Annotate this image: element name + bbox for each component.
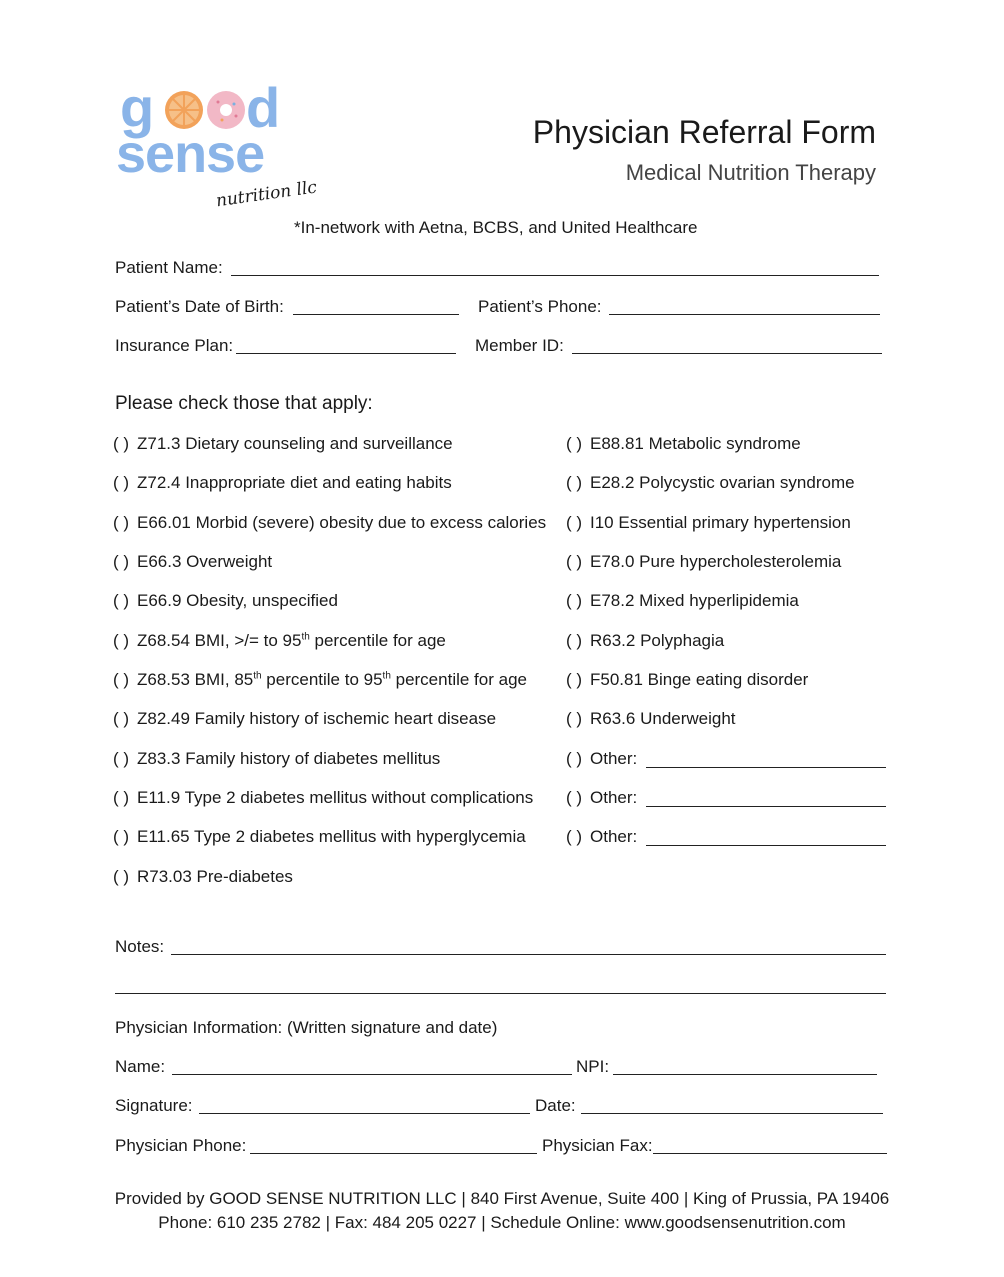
checkbox-box[interactable]: ( )	[113, 749, 130, 768]
logo-graphic	[112, 72, 332, 212]
footer-line1: Provided by GOOD SENSE NUTRITION LLC | 840 First Avenue, Suite 400 | King of Prussia, PA 19406	[114, 1189, 890, 1208]
check-heading: Please check those that apply:	[115, 393, 373, 414]
checkbox-item[interactable]: ( ) E66.3 Overweight	[113, 552, 273, 571]
signature-label: Signature:	[115, 1096, 193, 1115]
physician-fax-label: Physician Fax:	[542, 1136, 653, 1155]
checkbox-box[interactable]: ( )	[566, 591, 583, 610]
checkbox-box[interactable]: ( )	[113, 631, 130, 650]
checkbox-item[interactable]: ( ) F50.81 Binge eating disorder	[566, 670, 809, 689]
checkbox-item[interactable]: ( ) Z83.3 Family history of diabetes mellitus	[113, 749, 441, 768]
checkbox-box[interactable]: ( )	[566, 709, 583, 728]
checkbox-box[interactable]: ( )	[566, 631, 583, 650]
network-note: *In-network with Aetna, BCBS, and United Healthcare	[294, 218, 698, 237]
checkbox-item[interactable]: ( ) E66.01 Morbid (severe) obesity due to excess calories	[113, 513, 547, 532]
patient-name-field[interactable]	[231, 275, 879, 276]
other-field[interactable]	[646, 767, 886, 768]
date-field[interactable]	[581, 1113, 883, 1114]
physician-phone-field[interactable]	[250, 1153, 537, 1154]
checkbox-item[interactable]: ( ) E78.0 Pure hypercholesterolemia	[566, 552, 842, 571]
checkbox-box[interactable]: ( )	[566, 749, 583, 768]
footer-line2: Phone: 610 235 2782 | Fax: 484 205 0227 | Schedule Online: www.goodsensenutrition.com	[158, 1213, 846, 1232]
checkbox-item[interactable]: ( ) Z82.49 Family history of ischemic heart disease	[113, 709, 497, 728]
patient-phone-field[interactable]	[609, 314, 880, 315]
checkbox-item[interactable]: ( ) Z68.54 BMI, >/= to 95th percentile for age	[113, 631, 446, 650]
logo	[112, 72, 332, 212]
physician-phone-label: Physician Phone:	[115, 1136, 247, 1155]
physician-heading: Physician Information: (Written signature and date)	[115, 1018, 498, 1037]
checkbox-box[interactable]: ( )	[566, 670, 583, 689]
checkbox-box[interactable]: ( )	[113, 709, 130, 728]
checkbox-item[interactable]: ( ) E88.81 Metabolic syndrome	[566, 434, 801, 453]
physician-name-label: Name:	[115, 1057, 166, 1076]
notes-field[interactable]	[171, 954, 886, 955]
checkbox-box[interactable]: ( )	[566, 513, 583, 532]
notes-label: Notes:	[115, 937, 165, 956]
checkbox-item[interactable]: ( ) R63.2 Polyphagia	[566, 631, 725, 650]
checkbox-box[interactable]: ( )	[566, 473, 583, 492]
checkbox-box[interactable]: ( )	[113, 867, 130, 886]
member-id-field[interactable]	[572, 353, 882, 354]
physician-name-field[interactable]	[172, 1074, 572, 1075]
checkbox-item-other[interactable]: ( ) Other:	[566, 749, 638, 768]
page-subtitle: Medical Nutrition Therapy	[625, 160, 876, 185]
checkbox-box[interactable]: ( )	[113, 473, 130, 492]
checkbox-box[interactable]: ( )	[113, 591, 130, 610]
checkbox-box[interactable]: ( )	[566, 827, 583, 846]
checkbox-item[interactable]: ( ) E11.65 Type 2 diabetes mellitus with hyperglycemia	[113, 827, 526, 846]
checkbox-box[interactable]: ( )	[113, 827, 130, 846]
svg-text:d: d	[246, 76, 281, 139]
checkbox-item[interactable]: ( ) E78.2 Mixed hyperlipidemia	[566, 591, 799, 610]
svg-text:sense: sense	[116, 124, 265, 184]
svg-text:g: g	[120, 76, 155, 139]
checkbox-item[interactable]: ( ) I10 Essential primary hypertension	[566, 513, 851, 532]
other-field[interactable]	[646, 806, 886, 807]
signature-field[interactable]	[199, 1113, 530, 1114]
physician-fax-field[interactable]	[653, 1153, 887, 1154]
checkbox-item[interactable]: ( ) E11.9 Type 2 diabetes mellitus without complications	[113, 788, 534, 807]
checkbox-item[interactable]: ( ) Z72.4 Inappropriate diet and eating habits	[113, 473, 452, 492]
patient-dob-label: Patient’s Date of Birth:	[115, 297, 284, 316]
checkbox-box[interactable]: ( )	[113, 788, 130, 807]
npi-label: NPI:	[576, 1057, 610, 1076]
insurance-label: Insurance Plan:	[115, 336, 234, 355]
checkbox-item[interactable]: ( ) R73.03 Pre-diabetes	[113, 867, 293, 886]
checkbox-item-other[interactable]: ( ) Other:	[566, 827, 638, 846]
checkbox-item[interactable]: ( ) Z71.3 Dietary counseling and surveillance	[113, 434, 453, 453]
patient-name-label: Patient Name:	[115, 258, 223, 277]
checkbox-box[interactable]: ( )	[113, 552, 130, 571]
patient-phone-label: Patient’s Phone:	[478, 297, 602, 316]
checkbox-box[interactable]: ( )	[566, 788, 583, 807]
checkbox-box[interactable]: ( )	[113, 513, 130, 532]
checkbox-item[interactable]: ( ) R63.6 Underweight	[566, 709, 736, 728]
checkbox-box[interactable]: ( )	[113, 670, 130, 689]
insurance-field[interactable]	[236, 353, 456, 354]
svg-text:nutrition llc: nutrition llc	[214, 177, 319, 212]
checkbox-item[interactable]: ( ) E28.2 Polycystic ovarian syndrome	[566, 473, 855, 492]
other-field[interactable]	[646, 845, 886, 846]
checkbox-box[interactable]: ( )	[566, 434, 583, 453]
checkbox-box[interactable]: ( )	[113, 434, 130, 453]
checkbox-item[interactable]: ( ) E66.9 Obesity, unspecified	[113, 591, 338, 610]
patient-dob-field[interactable]	[293, 314, 459, 315]
checkbox-item[interactable]: ( ) Z68.53 BMI, 85th percentile to 95th percentile for age	[113, 670, 527, 689]
page-title: Physician Referral Form	[532, 114, 876, 150]
member-id-label: Member ID:	[475, 336, 564, 355]
npi-field[interactable]	[613, 1074, 877, 1075]
notes-field-line2[interactable]	[115, 993, 886, 994]
checkbox-item-other[interactable]: ( ) Other:	[566, 788, 638, 807]
date-label: Date:	[535, 1096, 576, 1115]
checkbox-box[interactable]: ( )	[566, 552, 583, 571]
